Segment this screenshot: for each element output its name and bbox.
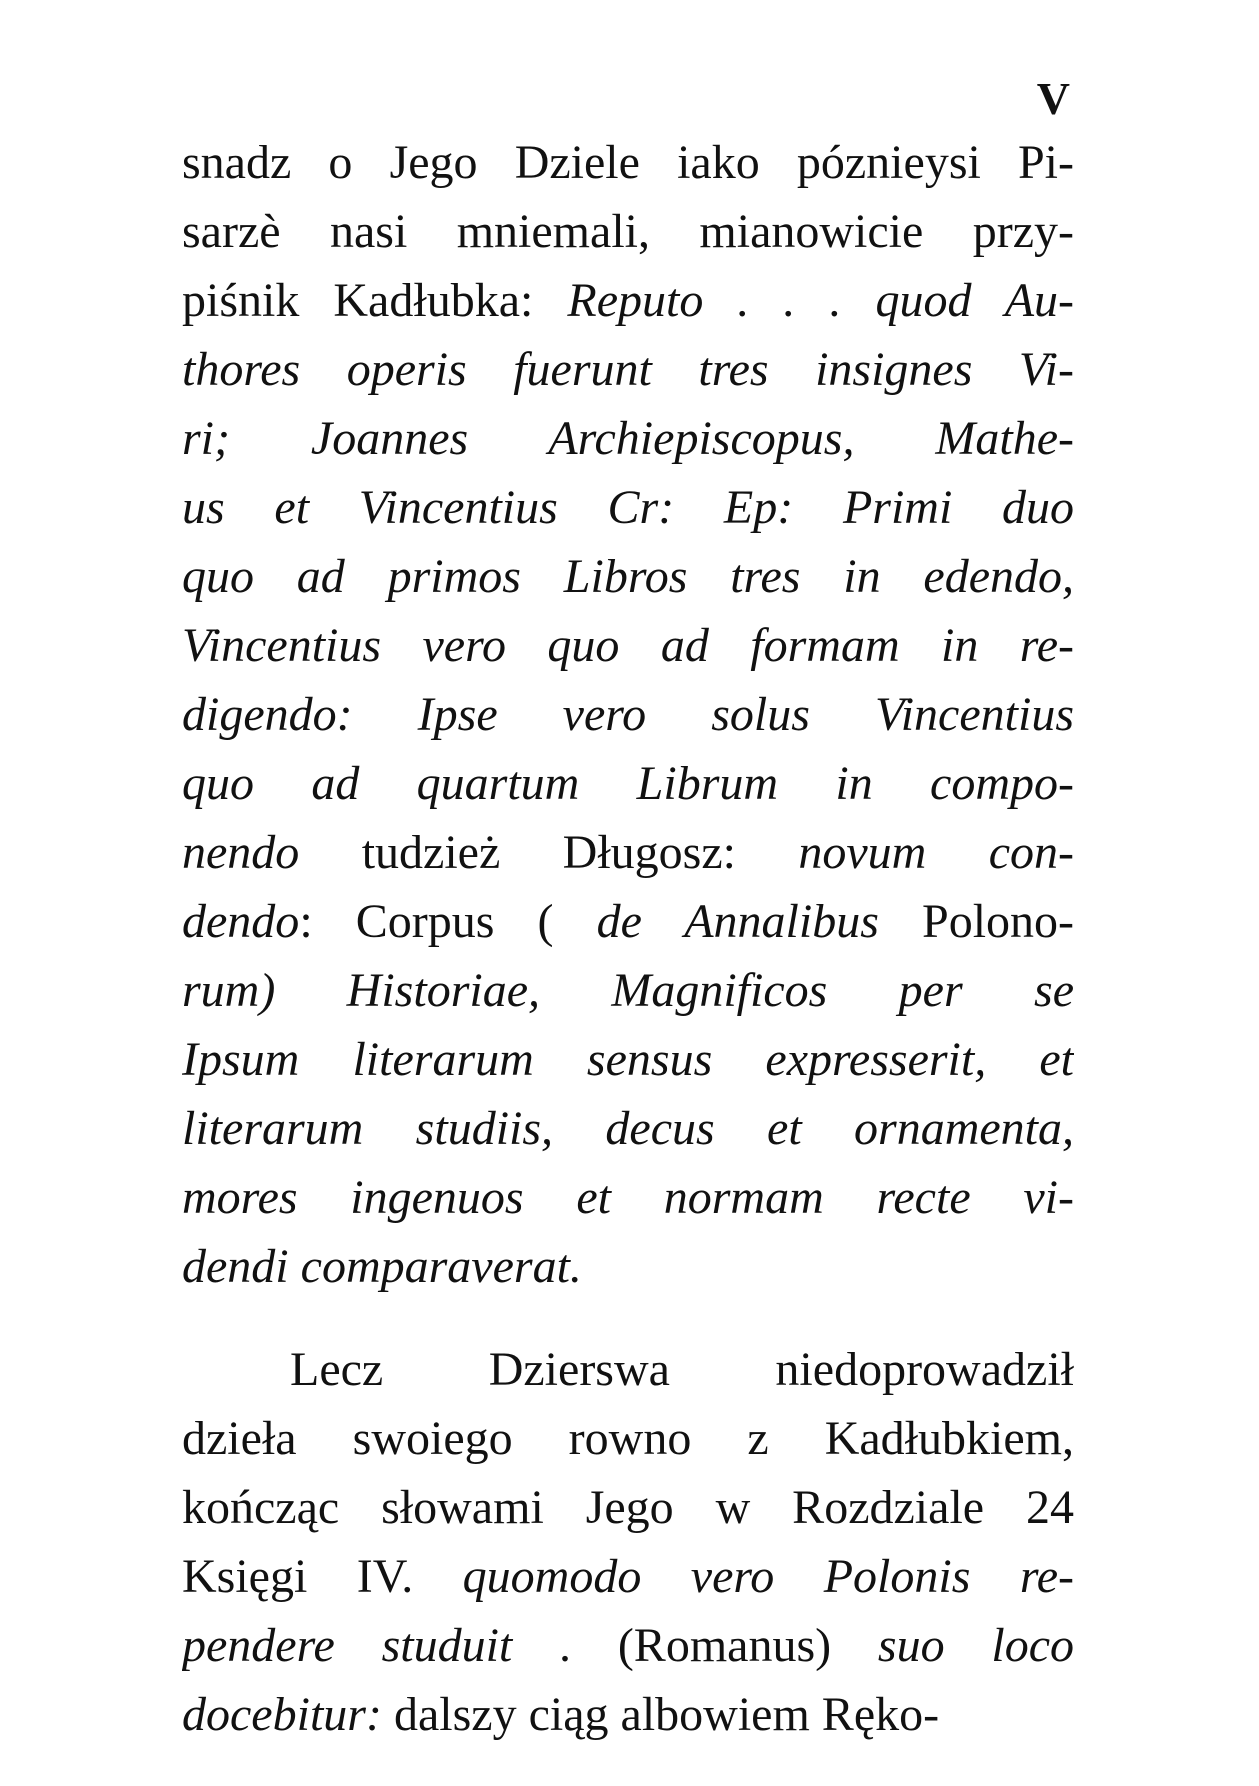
text-segment: . (Romanus) bbox=[512, 1619, 878, 1672]
text-segment: tudzież Długosz: bbox=[299, 826, 799, 879]
text-line bbox=[182, 611, 1074, 680]
italic-text-segment: digendo: Ipse vero solus Vincentius bbox=[182, 688, 1074, 741]
text-segment: Polono- bbox=[878, 895, 1074, 948]
text-line bbox=[182, 956, 1074, 1025]
text-line bbox=[182, 1232, 1074, 1301]
text-segment: Księgi IV. bbox=[182, 1550, 463, 1603]
text-line bbox=[182, 680, 1074, 749]
text-line bbox=[182, 1163, 1074, 1232]
body-text bbox=[182, 128, 1074, 1749]
paragraph-1 bbox=[182, 128, 1074, 1301]
paragraph-gap bbox=[182, 1301, 1074, 1335]
page-number: V bbox=[1036, 73, 1071, 124]
text-line bbox=[182, 818, 1074, 887]
text-line bbox=[182, 128, 1074, 197]
italic-text-segment: docebitur: bbox=[182, 1688, 382, 1741]
text-line bbox=[182, 749, 1074, 818]
italic-text-segment: novum con- bbox=[798, 826, 1074, 879]
text-line bbox=[182, 1473, 1074, 1542]
text-segment: dalszy ciąg albowiem Ręko- bbox=[381, 1688, 940, 1741]
text-line bbox=[182, 1542, 1074, 1611]
italic-text-segment: Vincentius vero quo ad formam in re- bbox=[182, 619, 1074, 672]
text-segment: : Corpus ( bbox=[299, 895, 597, 948]
text-line bbox=[182, 1680, 1074, 1749]
italic-text-segment: dendo bbox=[182, 895, 300, 948]
text-segment: kończąc słowami Jego w Rozdziale 24 bbox=[182, 1481, 1074, 1534]
text-line bbox=[182, 1404, 1074, 1473]
italic-text-segment: quo ad primos Libros tres in edendo, bbox=[182, 550, 1074, 603]
italic-text-segment: mores ingenuos et normam recte vi- bbox=[182, 1171, 1074, 1224]
text-segment: snadz o Jego Dziele iako póznieysi Pi- bbox=[182, 136, 1074, 189]
italic-text-segment: de Annalibus bbox=[596, 895, 879, 948]
text-line bbox=[182, 1094, 1074, 1163]
text-line bbox=[182, 335, 1074, 404]
italic-text-segment: quomodo vero Polonis re- bbox=[462, 1550, 1074, 1603]
italic-text-segment: ri; Joannes Archiepiscopus, Mathe- bbox=[182, 412, 1074, 465]
italic-text-segment: Ipsum literarum sensus expresserit, et bbox=[182, 1033, 1074, 1086]
text-line bbox=[182, 197, 1074, 266]
italic-text-segment: quo ad quartum Librum in compo- bbox=[182, 757, 1074, 810]
italic-text-segment: literarum studiis, decus et ornamenta, bbox=[182, 1102, 1074, 1155]
text-line bbox=[182, 1335, 1074, 1404]
text-segment: Lecz Dzierswa niedoprowadził bbox=[290, 1343, 1074, 1396]
paragraph-2 bbox=[182, 1335, 1074, 1749]
text-line bbox=[182, 1025, 1074, 1094]
italic-text-segment: thores operis fuerunt tres insignes Vi- bbox=[182, 343, 1074, 396]
text-line bbox=[182, 404, 1074, 473]
text-line bbox=[182, 887, 1074, 956]
italic-text-segment: Reputo . . . quod Au- bbox=[567, 274, 1074, 327]
italic-text-segment: us et Vincentius Cr: Ep: Primi duo bbox=[182, 481, 1074, 534]
italic-text-segment: rum) Historiae, Magnificos per se bbox=[182, 964, 1074, 1017]
text-line bbox=[182, 1611, 1074, 1680]
text-line bbox=[182, 266, 1074, 335]
text-segment: sarzè nasi mniemali, mianowicie przy- bbox=[182, 205, 1074, 258]
text-segment: piśnik Kadłubka: bbox=[182, 274, 568, 327]
text-line bbox=[182, 542, 1074, 611]
text-line bbox=[182, 473, 1074, 542]
italic-text-segment: dendi comparaverat. bbox=[182, 1240, 582, 1293]
italic-text-segment: nendo bbox=[182, 826, 300, 879]
italic-text-segment: pendere studuit bbox=[182, 1619, 513, 1672]
italic-text-segment: suo loco bbox=[877, 1619, 1074, 1672]
text-segment: dzieła swoiego rowno z Kadłubkiem, bbox=[182, 1412, 1074, 1465]
